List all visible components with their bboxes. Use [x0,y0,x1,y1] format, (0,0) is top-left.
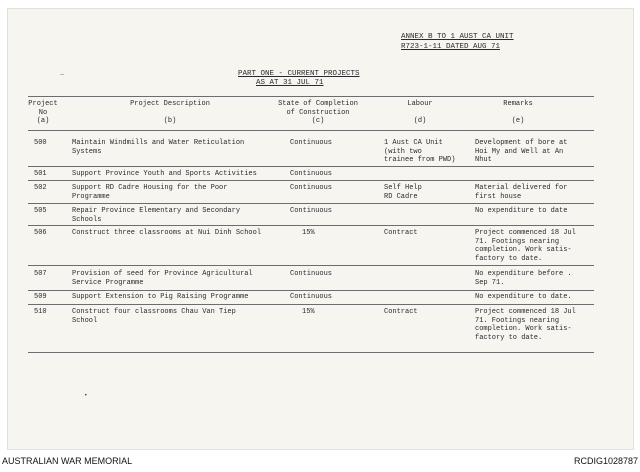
part-date: AS AT 31 JUL 71 [256,79,324,87]
header-col-d: Labour (d) [407,100,433,125]
row-510-desc: Construct four classrooms Chau Van Tiep School [72,308,236,325]
row-500-labour: 1 Aust CA Unit (with two trainee from PWD) [384,139,456,164]
row-rule [28,166,594,167]
row-505-desc: Repair Province Elementary and Secondary Schools [72,207,241,224]
footer-archive-name: AUSTRALIAN WAR MEMORIAL [2,456,133,466]
row-505-state: Continuous [290,207,333,215]
header-top-rule [28,96,594,97]
margin-mark: ~ [60,72,65,80]
row-502-no: 502 [34,184,47,192]
row-501-no: 501 [34,170,47,178]
row-rule [28,225,594,226]
row-rule [28,180,594,181]
row-509-desc: Support Extension to Pig Raising Programme [72,293,249,301]
row-500-state: Continuous [290,139,333,147]
header-col-a: Project No (a) [28,100,58,125]
row-507-remarks: No expenditure before . Sep 71. [475,270,572,287]
row-510-state: 15% [302,308,315,316]
annex-line-1: ANNEX B TO 1 AUST CA UNIT [401,33,514,41]
paper-speck: • [84,392,88,399]
row-500-no: 500 [34,139,47,147]
row-501-desc: Support Province Youth and Sports Activities [72,170,257,178]
row-510-labour: Contract [384,308,418,316]
row-509-state: Continuous [290,293,333,301]
row-506-no: 506 [34,229,47,237]
row-rule [28,203,594,204]
row-507-no: 507 [34,270,47,278]
row-502-labour: Self Help RD Cadre [384,184,422,201]
annex-line-2: R723-1-11 DATED AUG 71 [401,43,501,51]
row-507-desc: Provision of seed for Province Agricultural Service Programme [72,270,253,287]
table-bottom-rule [28,352,594,353]
row-500-desc: Maintain Windmills and Water Reticulation Systems [72,139,245,156]
row-509-remarks: No expenditure to date. [475,293,572,301]
footer-record-id: RCDIG1028787 [573,456,638,466]
header-bottom-rule [28,130,594,131]
row-507-state: Continuous [290,270,333,278]
row-505-no: 505 [34,207,47,215]
header-col-c: State of Completion of Construction (c) [278,100,358,125]
row-506-labour: Contract [384,229,418,237]
row-500-remarks: Development of bore at Hoi My and Well at An Nhut [475,139,568,164]
row-506-desc: Construct three classrooms at Nui Dinh School [72,229,262,237]
row-502-state: Continuous [290,184,333,192]
row-506-remarks: Project commenced 18 Jul 71. Footings nearing completion. Work satis- factory to date. [475,229,576,263]
row-501-state: Continuous [290,170,333,178]
part-title: PART ONE - CURRENT PROJECTS [238,70,360,78]
header-col-e: Remarks (e) [503,100,533,125]
row-510-remarks: Project commenced 18 Jul 71. Footings nearing completion. Work satis- factory to date. [475,308,576,342]
row-502-desc: Support RD Cadre Housing for the Poor Programme [72,184,228,201]
row-rule [28,265,594,266]
row-502-remarks: Material delivered for first house [475,184,568,201]
row-rule [28,290,594,291]
row-506-state: 15% [302,229,315,237]
row-509-no: 509 [34,293,47,301]
header-col-b: Project Description (b) [130,100,210,125]
row-rule [28,304,594,305]
row-505-remarks: No expenditure to date [475,207,568,215]
row-510-no: 510 [34,308,47,316]
